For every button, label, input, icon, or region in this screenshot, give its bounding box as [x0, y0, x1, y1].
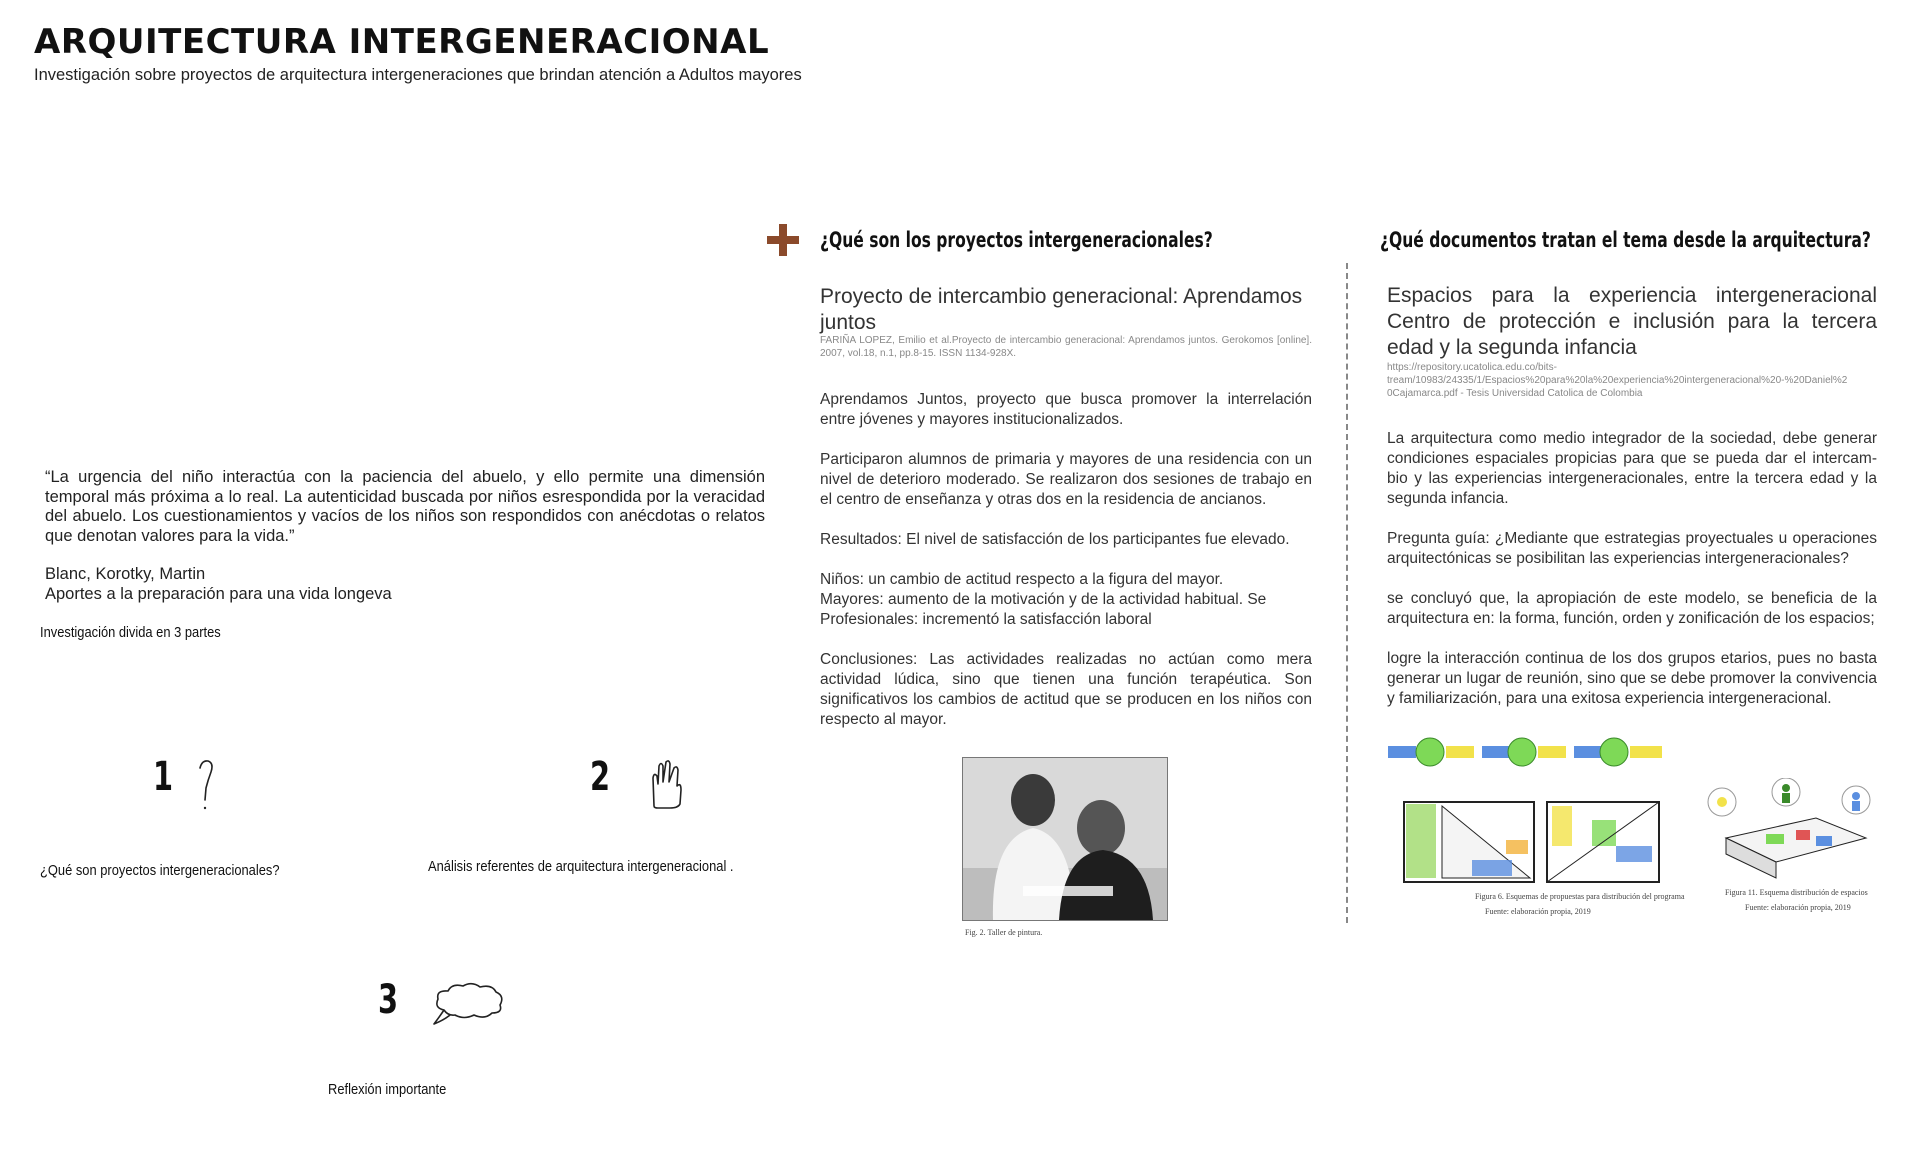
right-url-line: https://repository.ucatolica.edu.co/bits-	[1387, 362, 1557, 373]
fig6-source: Fuente: elaboración propia, 2019	[1485, 907, 1591, 916]
column-divider	[1346, 263, 1348, 923]
part-2-label: Análisis referentes de arquitectura intergeneracional .	[428, 858, 734, 875]
part-1-number: 1	[153, 754, 174, 800]
right-url-line: 0Cajamarca.pdf - Tesis Universidad Catolica de Colombia	[1387, 388, 1643, 399]
right-paragraph: La arquitectura como medio integrador de la sociedad, debe generar condiciones espaciales propicias para que se pueda dar el intercam-bio y las experiencias intergeneracionales, entre la tercera edad y la segunda infancia.	[1387, 430, 1877, 507]
right-url-line: tream/10983/24335/1/Espacios%20para%20la%20experiencia%20intergeneracional%20-%20Daniel%2	[1387, 375, 1848, 386]
section-heading-middle: ¿Qué son los proyectos intergeneracionales?	[820, 228, 1213, 252]
part-2-number: 2	[590, 754, 611, 800]
quote-text: “La urgencia del niño interactúa con la paciencia del abuelo, y ello permite una dimensión temporal más próxima a lo real. La autenticidad buscada por niños esrespondida por la veracidad del abuelo. Los cuestionamientos y vacíos de los niños son respondidos con anécdotas o relatos que denotan valores para la vida.”	[45, 468, 765, 545]
program-flow-diagram	[1388, 736, 1664, 768]
page-subtitle: Investigación sobre proyectos de arquitectura intergeneraciones que brindan atención a Adultos mayores	[34, 66, 802, 84]
thought-cloud-icon	[430, 980, 506, 1028]
section-heading-right: ¿Qué documentos tratan el tema desde la arquitectura?	[1380, 228, 1871, 252]
middle-paragraph: Conclusiones: Las actividades realizadas no actúan como mera actividad lúdica, sino que tienen una función terapéutica. Son significativos los cambios de actitud que se producen en los niños con respecto al mayor.	[820, 651, 1312, 728]
middle-doc-title: Proyecto de intercambio generacional: Aprendamos juntos	[820, 285, 1303, 334]
right-paragraph: se concluyó que, la apropiación de este modelo, se beneficia de la arquitectura en: la forma, función, orden y zonificación de los espacios;	[1387, 590, 1877, 627]
part-3-label: Reflexión importante	[328, 1081, 447, 1098]
axonometric-diagram	[1706, 778, 1872, 882]
middle-body	[820, 390, 1312, 750]
fig11-source: Fuente: elaboración propia, 2019	[1745, 903, 1851, 912]
right-paragraph: logre la interacción continua de los dos grupos etarios, pues no basta generar un lugar de reunión, sino que se debe promover la convivencia y familiarización, para una exitosa experiencia intergeneracional.	[1387, 650, 1877, 707]
middle-citation: FARIÑA LOPEZ, Emilio et al.Proyecto de intercambio generacional: Aprendamos juntos. Gerokomos [online]. 2007, vol.18, n.1, pp.8-15. ISSN 1134-928X.	[820, 335, 1312, 359]
middle-paragraph: Niños: un cambio de actitud respecto a la figura del mayor.	[820, 571, 1224, 588]
research-intro: Investigación divida en 3 partes	[40, 624, 221, 641]
page-title: ARQUITECTURA INTERGENERACIONAL	[34, 22, 770, 62]
right-url	[1387, 361, 1877, 400]
right-doc-title: Espacios para la experiencia intergeneracional Centro de protección e inclusión para la tercera edad y la segunda infancia	[1387, 284, 1877, 359]
fig6-caption: Figura 6. Esquemas de propuestas para distribución del programa	[1475, 892, 1685, 901]
middle-paragraph: Aprendamos Juntos, proyecto que busca promover la interrelación entre jóvenes y mayores institucionalizados.	[820, 391, 1312, 428]
right-paragraph: Pregunta guía: ¿Mediante que estrategias proyectuales u operaciones arquitectónicas se posibilitan las experiencias intergeneracionales?	[1387, 530, 1877, 567]
quote-source: Aportes a la preparación para una vida longeva	[45, 584, 392, 603]
middle-paragraph: Resultados: El nivel de satisfacción de los participantes fue elevado.	[820, 531, 1290, 548]
photo-caption: Fig. 2. Taller de pintura.	[965, 928, 1043, 937]
quote-attribution	[45, 565, 392, 604]
fig11-caption: Figura 11. Esquema distribución de espacios	[1725, 888, 1868, 897]
middle-paragraph: Profesionales: incrementó la satisfacción laboral	[820, 611, 1152, 628]
workshop-photo-figures	[963, 758, 1167, 920]
middle-paragraph: Participaron alumnos de primaria y mayores de una residencia con un nivel de deterioro moderado. Se realizaron dos sesiones de trabajo en el centro de enseñanza y otras dos en la residencia de ancianos.	[820, 451, 1312, 508]
hand-icon	[650, 758, 684, 810]
workshop-photo	[962, 757, 1168, 921]
part-3-number: 3	[378, 977, 399, 1023]
right-body	[1387, 429, 1877, 729]
part-1-label: ¿Qué son proyectos intergeneracionales?	[40, 862, 280, 879]
question-mark-icon	[196, 758, 218, 812]
quote-authors: Blanc, Korotky, Martin	[45, 565, 206, 583]
floor-plan-diagram	[1402, 800, 1662, 886]
plus-icon	[767, 224, 799, 256]
middle-paragraph: Mayores: aumento de la motivación y de la actividad habitual. Se	[820, 591, 1267, 608]
